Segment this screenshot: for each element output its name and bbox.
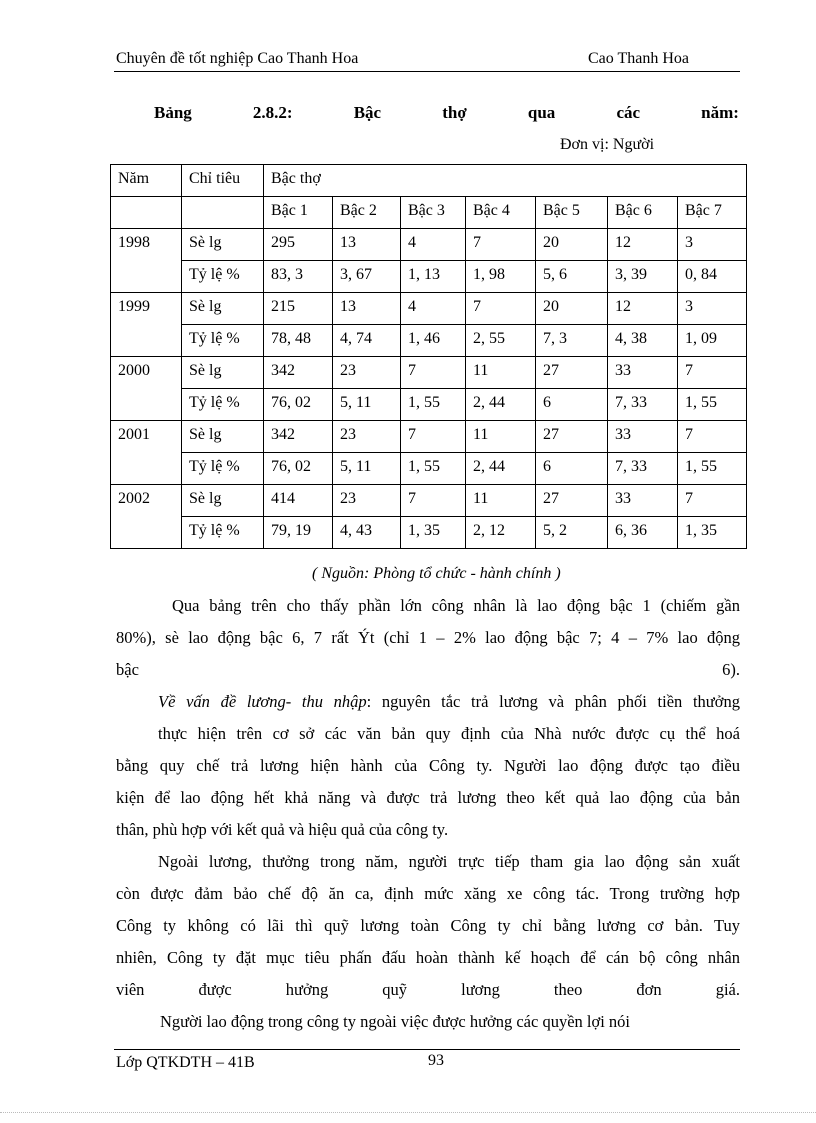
level-header: Bậc 7 (678, 197, 747, 229)
count-cell: 4 (401, 229, 466, 261)
header-right-text: Cao Thanh Hoa (588, 50, 690, 67)
year-cell: 2002 (111, 485, 182, 549)
count-cell: 4 (401, 293, 466, 325)
percent-cell: 4, 43 (333, 517, 401, 549)
paragraph-line: Người lao động trong công ty ngoài việc được hưởng các quyền lợi nói (160, 1012, 631, 1031)
table-row (111, 453, 747, 485)
empty-cell (182, 197, 264, 229)
count-cell: 7 (678, 421, 747, 453)
italic-heading: Về vấn đề lương- thu nhập (158, 692, 367, 711)
percent-cell: 1, 98 (466, 261, 536, 293)
count-cell: 7 (678, 357, 747, 389)
indicator-cell: Tỷ lệ % (182, 453, 264, 485)
count-cell: 295 (264, 229, 333, 261)
count-cell: 27 (536, 421, 608, 453)
count-cell: 23 (333, 421, 401, 453)
percent-cell: 3, 67 (333, 261, 401, 293)
paragraph-line: nhiên, Công ty đặt mục tiêu phấn đấu hoàn thành kế hoạch để cán bộ công nhân (116, 948, 740, 967)
count-cell: 13 (333, 293, 401, 325)
percent-cell: 4, 74 (333, 325, 401, 357)
percent-cell: 76, 02 (264, 389, 333, 421)
count-cell: 7 (466, 293, 536, 325)
percent-cell: 7, 33 (608, 389, 678, 421)
percent-cell: 1, 55 (678, 389, 747, 421)
header-indicator: Chỉ tiêu (182, 165, 264, 197)
percent-cell: 2, 44 (466, 389, 536, 421)
table-header-row (111, 165, 747, 197)
count-cell: 23 (333, 485, 401, 517)
percent-cell: 2, 55 (466, 325, 536, 357)
table-caption (154, 103, 739, 123)
indicator-cell: Tỷ lệ % (182, 261, 264, 293)
count-cell: 13 (333, 229, 401, 261)
paragraph-line: thân, phù hợp với kết quả và hiệu quả của công ty. (116, 820, 449, 839)
count-cell: 7 (401, 421, 466, 453)
indicator-cell: Tỷ lệ % (182, 325, 264, 357)
count-cell: 33 (608, 485, 678, 517)
percent-cell: 2, 44 (466, 453, 536, 485)
year-cell: 2001 (111, 421, 182, 485)
caption-word: qua (527, 103, 556, 122)
indicator-cell: Tỷ lệ % (182, 389, 264, 421)
percent-cell: 5, 11 (333, 453, 401, 485)
paragraph-line: Công ty không có lãi thì quỹ lương toàn Công ty chỉ bằng lương cơ bản. Tuy (116, 916, 740, 935)
indicator-cell: Sè lg (182, 421, 264, 453)
footer-rule (114, 1049, 740, 1050)
level-header: Bậc 1 (264, 197, 333, 229)
percent-cell: 1, 55 (401, 389, 466, 421)
paragraph-line: viên được hưởng quỹ lương theo đơn giá. (116, 980, 740, 999)
paragraph-line: 80%), sè lao động bậc 6, 7 rất Ýt (chỉ 1 – 2% lao động bậc 7; 4 – 7% lao động (116, 628, 740, 647)
header-level-group: Bậc thợ (264, 165, 747, 197)
count-cell: 11 (466, 485, 536, 517)
paragraph-line: kiện để lao động hết khả năng và được trả lương theo kết quả lao động của bản (116, 788, 740, 807)
count-cell: 7 (401, 485, 466, 517)
indicator-cell: Sè lg (182, 293, 264, 325)
footer-class-label: Lớp QTKDTH – 41B (116, 1054, 255, 1071)
table-row (111, 229, 747, 261)
level-header: Bậc 5 (536, 197, 608, 229)
table-subheader-row (111, 197, 747, 229)
page-number: 93 (428, 1052, 444, 1069)
count-cell: 11 (466, 421, 536, 453)
indicator-cell: Sè lg (182, 229, 264, 261)
level-header: Bậc 4 (466, 197, 536, 229)
percent-cell: 4, 38 (608, 325, 678, 357)
percent-cell: 78, 48 (264, 325, 333, 357)
paragraph-word: 6). (722, 660, 740, 679)
table-row (111, 261, 747, 293)
count-cell: 11 (466, 357, 536, 389)
caption-word: thợ (442, 103, 467, 122)
percent-cell: 1, 55 (401, 453, 466, 485)
paragraph-line: Qua bảng trên cho thấy phần lớn công nhân là lao động bậc 1 (chiếm gần (172, 596, 740, 615)
caption-word: Bậc (353, 103, 382, 122)
count-cell: 414 (264, 485, 333, 517)
header-left-text: Chuyên đề tốt nghiệp Cao Thanh Hoa (116, 50, 359, 67)
count-cell: 342 (264, 421, 333, 453)
year-cell: 1998 (111, 229, 182, 293)
table-row (111, 421, 747, 453)
paragraph-line: thực hiện trên cơ sở các văn bản quy định của Nhà nước được cụ thể hoá (158, 724, 740, 743)
percent-cell: 1, 13 (401, 261, 466, 293)
count-cell: 23 (333, 357, 401, 389)
count-cell: 342 (264, 357, 333, 389)
percent-cell: 1, 55 (678, 453, 747, 485)
percent-cell: 83, 3 (264, 261, 333, 293)
caption-word: 2.8.2: (252, 103, 293, 122)
count-cell: 20 (536, 229, 608, 261)
caption-word: các (616, 103, 641, 122)
paragraph-line: còn được đảm bảo chế độ ăn ca, định mức xăng xe công tác. Trong trường hợp (116, 884, 740, 903)
paragraph-line: bằng quy chế trả lương hiện hành của Công ty. Người lao động được tạo điều (116, 756, 740, 775)
percent-cell: 1, 35 (678, 517, 747, 549)
table-row (111, 485, 747, 517)
level-header: Bậc 6 (608, 197, 678, 229)
percent-cell: 6 (536, 389, 608, 421)
count-cell: 12 (608, 229, 678, 261)
count-cell: 27 (536, 485, 608, 517)
count-cell: 7 (401, 357, 466, 389)
count-cell: 3 (678, 229, 747, 261)
percent-cell: 0, 84 (678, 261, 747, 293)
percent-cell: 3, 39 (608, 261, 678, 293)
percent-cell: 2, 12 (466, 517, 536, 549)
table-row (111, 325, 747, 357)
count-cell: 33 (608, 357, 678, 389)
indicator-cell: Tỷ lệ % (182, 517, 264, 549)
count-cell: 215 (264, 293, 333, 325)
percent-cell: 1, 35 (401, 517, 466, 549)
indicator-cell: Sè lg (182, 485, 264, 517)
level-header: Bậc 3 (401, 197, 466, 229)
percent-cell: 5, 2 (536, 517, 608, 549)
paragraph-word: bậc (116, 660, 139, 679)
paragraph-text: : nguyên tắc trả lương và phân phối tiền thưởng (366, 692, 740, 711)
percent-cell: 6, 36 (608, 517, 678, 549)
caption-word: Bảng (154, 103, 192, 122)
count-cell: 33 (608, 421, 678, 453)
paragraph-line (158, 686, 740, 718)
count-cell: 7 (678, 485, 747, 517)
year-cell: 1999 (111, 293, 182, 357)
percent-cell: 7, 33 (608, 453, 678, 485)
worker-level-table (110, 164, 747, 549)
header-rule (114, 71, 740, 72)
page-edge-dots (0, 1112, 816, 1113)
table-row (111, 517, 747, 549)
table-row (111, 357, 747, 389)
percent-cell: 1, 09 (678, 325, 747, 357)
table-row (111, 293, 747, 325)
count-cell: 3 (678, 293, 747, 325)
paragraph-line: Ngoài lương, thưởng trong năm, người trực tiếp tham gia lao động sản xuất (158, 852, 740, 871)
caption-word: năm: (701, 103, 739, 122)
year-cell: 2000 (111, 357, 182, 421)
count-cell: 27 (536, 357, 608, 389)
table-row (111, 389, 747, 421)
percent-cell: 79, 19 (264, 517, 333, 549)
percent-cell: 76, 02 (264, 453, 333, 485)
percent-cell: 7, 3 (536, 325, 608, 357)
indicator-cell: Sè lg (182, 357, 264, 389)
percent-cell: 5, 6 (536, 261, 608, 293)
count-cell: 7 (466, 229, 536, 261)
table-source: ( Nguồn: Phòng tổ chức - hành chính ) (312, 565, 561, 582)
header-year: Năm (111, 165, 182, 197)
percent-cell: 6 (536, 453, 608, 485)
unit-label: Đơn vị: Người (560, 136, 655, 153)
percent-cell: 1, 46 (401, 325, 466, 357)
empty-cell (111, 197, 182, 229)
level-header: Bậc 2 (333, 197, 401, 229)
count-cell: 12 (608, 293, 678, 325)
paragraph-line (116, 654, 740, 686)
percent-cell: 5, 11 (333, 389, 401, 421)
count-cell: 20 (536, 293, 608, 325)
